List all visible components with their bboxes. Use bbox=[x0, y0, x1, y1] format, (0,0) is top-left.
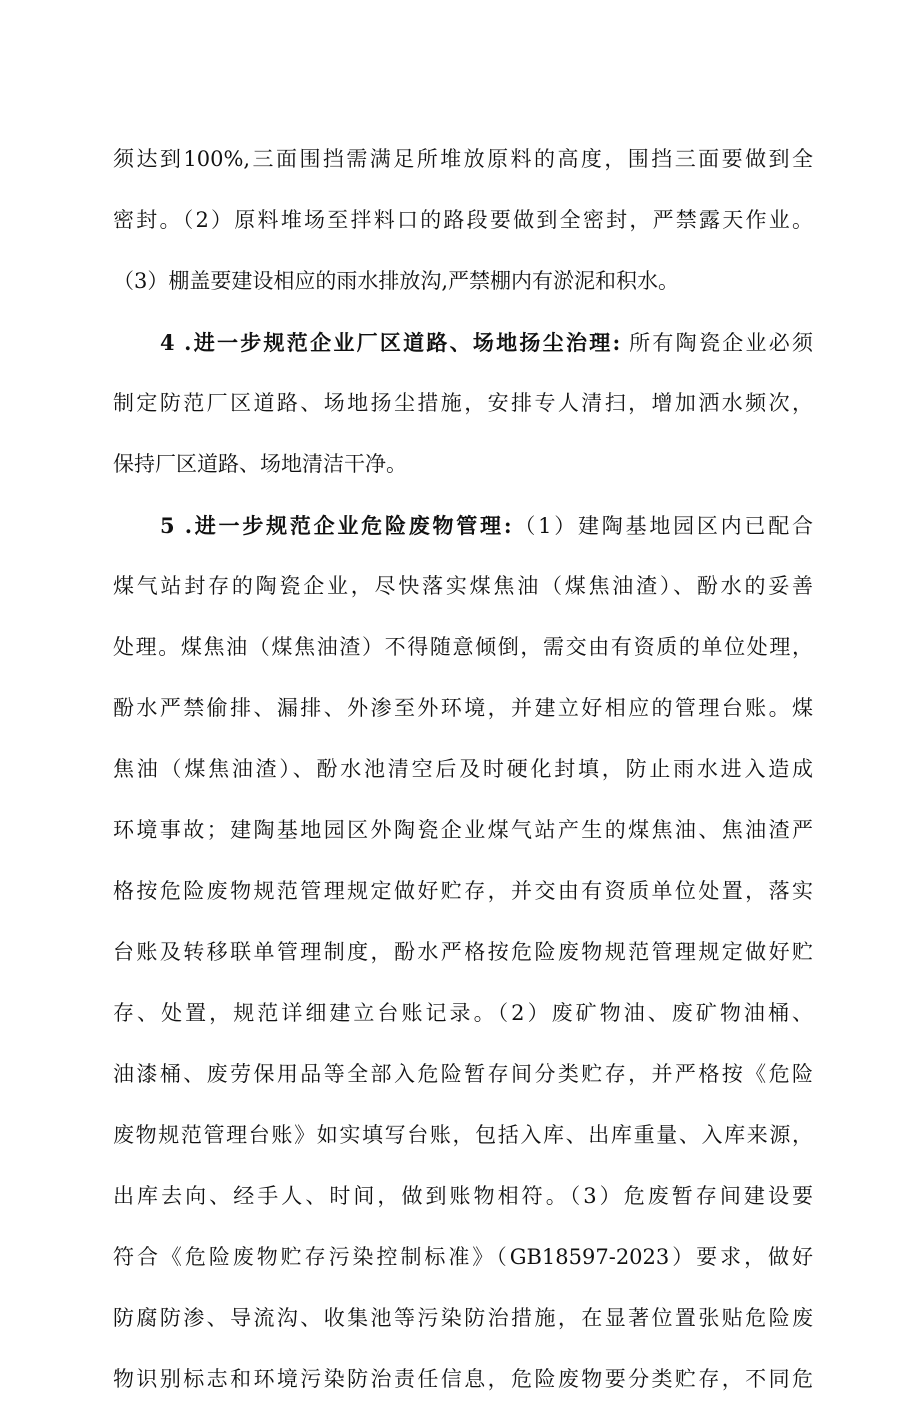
text-line: 酚水严禁偷排、漏排、外渗至外环境，并建立好相应的管理台账。煤 bbox=[113, 696, 813, 720]
text-line: 符合《危险废物贮存污染控制标准》（GB18597-2023）要求，做好 bbox=[113, 1245, 813, 1269]
text-line: 出库去向、经手人、时间，做到账物相符。（3）危废暂存间建设要 bbox=[113, 1184, 813, 1208]
section-4-heading-line bbox=[113, 324, 813, 361]
section-4-heading: 4 .进一步规范企业厂区道路、场地扬尘治理: bbox=[160, 330, 621, 355]
text-line: （3）棚盖要建设相应的雨水排放沟,严禁棚内有淤泥和积水。 bbox=[113, 269, 680, 293]
document-body bbox=[113, 141, 813, 1422]
text-line: 密封。（2）原料堆场至拌料口的路段要做到全密封，严禁露天作业。 bbox=[113, 208, 813, 232]
text-line: 废物规范管理台账》如实填写台账，包括入库、出库重量、入库来源， bbox=[113, 1123, 813, 1147]
text-line: 环境事故；建陶基地园区外陶瓷企业煤气站产生的煤焦油、焦油渣严 bbox=[113, 818, 813, 842]
text-line: 台账及转移联单管理制度，酚水严格按危险废物规范管理规定做好贮 bbox=[113, 940, 813, 964]
text-line: 煤气站封存的陶瓷企业，尽快落实煤焦油（煤焦油渣）、酚水的妥善 bbox=[113, 574, 813, 598]
section-5-heading: 5 .进一步规范企业危险废物管理: bbox=[160, 513, 512, 538]
section-5-heading-line bbox=[113, 507, 813, 544]
text-line: 油漆桶、废劳保用品等全部入危险暂存间分类贮存，并严格按《危险 bbox=[113, 1062, 813, 1086]
text-line: 制定防范厂区道路、场地扬尘措施，安排专人清扫，增加洒水频次， bbox=[113, 391, 813, 415]
text-line: 物识别标志和环境污染防治责任信息，危险废物要分类贮存，不同危 bbox=[113, 1367, 813, 1391]
text-line: 防腐防渗、导流沟、收集池等污染防治措施，在显著位置张贴危险废 bbox=[113, 1306, 813, 1330]
text-line: 焦油（煤焦油渣）、酚水池清空后及时硬化封填，防止雨水进入造成 bbox=[113, 757, 813, 781]
text-line: 存、处置，规范详细建立台账记录。（2）废矿物油、废矿物油桶、 bbox=[113, 1001, 813, 1025]
text-line: 保持厂区道路、场地清洁干净。 bbox=[113, 452, 407, 476]
text-line: 处理。煤焦油（煤焦油渣）不得随意倾倒，需交由有资质的单位处理， bbox=[113, 635, 813, 659]
text-line: 格按危险废物规范管理规定做好贮存，并交由有资质单位处置，落实 bbox=[113, 879, 813, 903]
section-5-text: （1）建陶基地园区内已配合 bbox=[511, 514, 813, 538]
section-4-text: 所有陶瓷企业必须 bbox=[620, 331, 813, 355]
text-line: 须达到100%,三面围挡需满足所堆放原料的高度，围挡三面要做到全 bbox=[113, 147, 813, 171]
